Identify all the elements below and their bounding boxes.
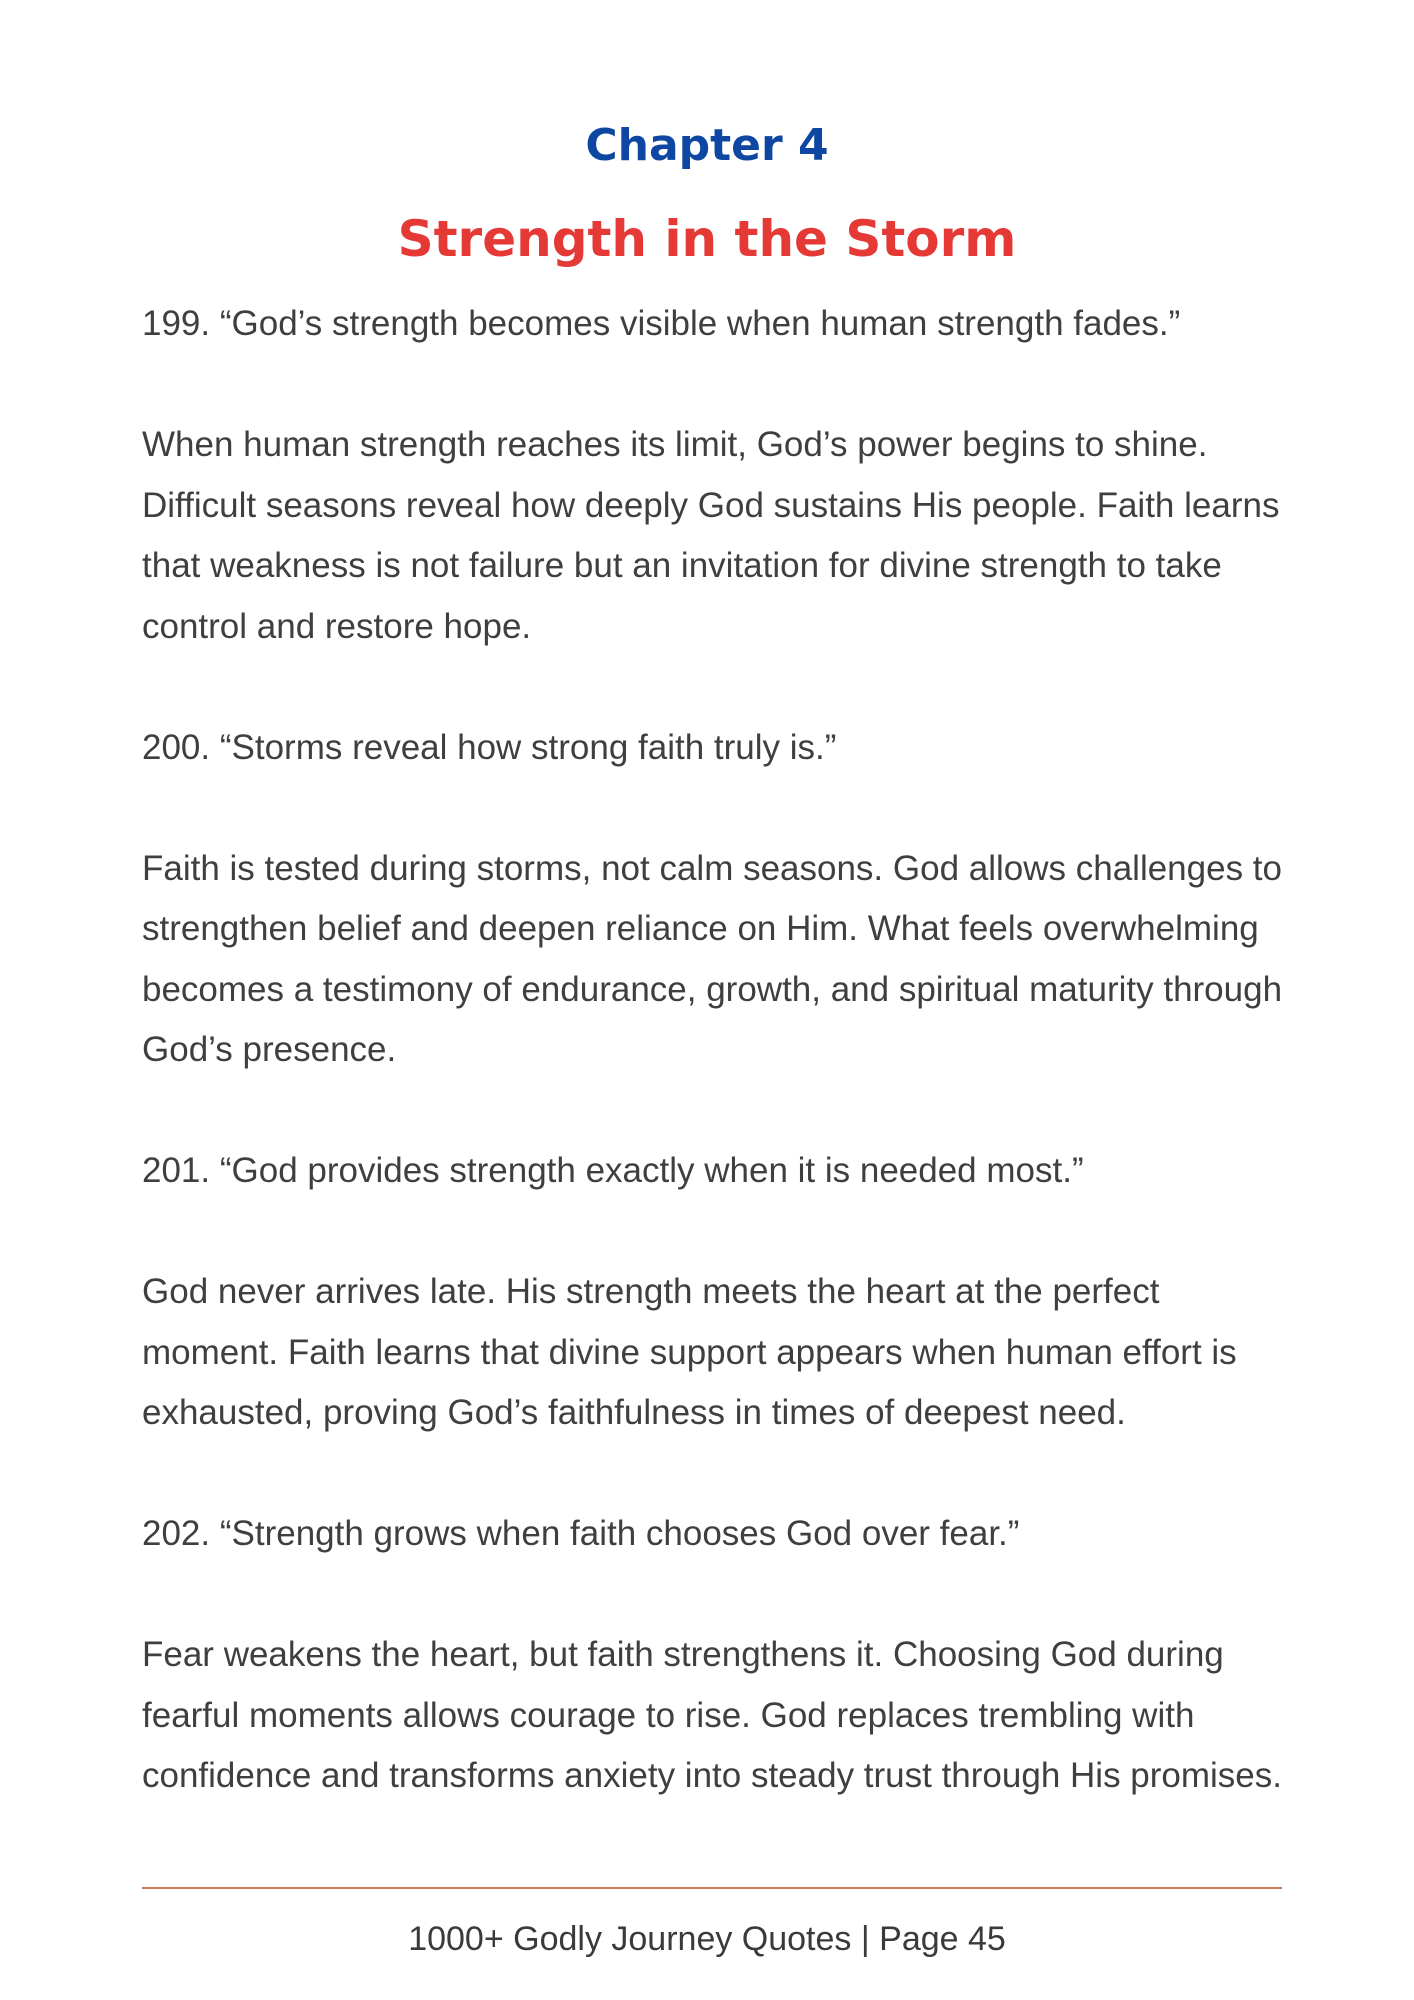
chapter-label: Chapter 4 bbox=[585, 120, 829, 171]
footer-divider bbox=[142, 1887, 1282, 1889]
quote-text: 201. “God provides strength exactly when it is needed most.” bbox=[142, 1151, 1084, 1190]
quote-entry bbox=[142, 1504, 1292, 1807]
quote-entry bbox=[142, 294, 1292, 718]
quote-text: 200. “Storms reveal how strong faith truly is.” bbox=[142, 727, 837, 767]
quote-explanation: God never arrives late. His strength meets the heart at the perfect moment. Faith learns that divine support appears when human effort is exhausted, proving God’s faithfulness in times of deepest need. bbox=[142, 1272, 1237, 1432]
quote-entry bbox=[142, 1141, 1292, 1504]
quote-entry bbox=[142, 718, 1292, 1142]
quote-text: 202. “Strength grows when faith chooses God over fear.” bbox=[142, 1514, 1020, 1553]
quote-text: 199. “God’s strength becomes visible when human strength fades.” bbox=[142, 304, 1181, 343]
quote-list bbox=[142, 294, 1292, 1807]
quote-explanation: Faith is tested during storms, not calm seasons. God allows challenges to strengthen belief and deepen reliance on Him. What feels overwhelming becomes a testimony of endurance, growth, and spiritual maturity through God’s presence. bbox=[142, 848, 1283, 1069]
chapter-title: Strength in the Storm bbox=[397, 210, 1017, 268]
quote-explanation: Fear weakens the heart, but faith strengthens it. Choosing God during fearful moments allows courage to rise. God replaces trembling with confidence and transforms anxiety into steady trust through His promises. bbox=[142, 1635, 1282, 1795]
page-footer: 1000+ Godly Journey Quotes | Page 45 bbox=[408, 1920, 1006, 1958]
quote-explanation: When human strength reaches its limit, God’s power begins to shine. Difficult seasons reveal how deeply God sustains His people. Faith learns that weakness is not failure but an invitation for divine strength to take control and restore hope. bbox=[142, 425, 1280, 646]
